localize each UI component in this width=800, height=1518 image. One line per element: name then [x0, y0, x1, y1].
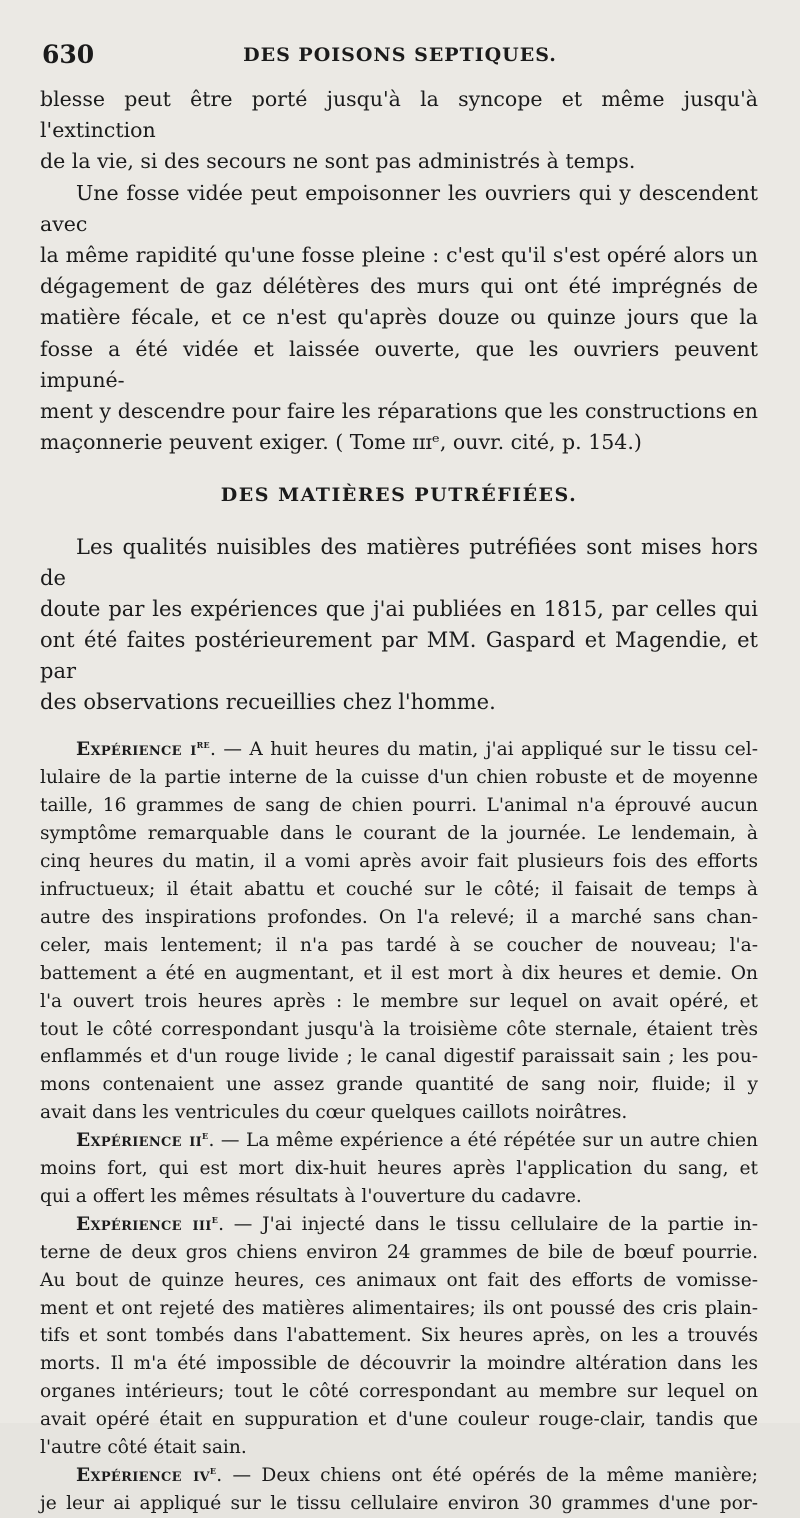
- text-line: doute par les expériences que j'ai publiées en 1815, par celles qui: [40, 597, 758, 622]
- text-line: mons contenaient une assez grande quantité de sang noir, fluide; il y: [40, 1074, 758, 1096]
- text-line: cinq heures du matin, il a vomi après avoir fait plusieurs fois des efforts: [40, 851, 758, 873]
- experiment-word: Expérience: [76, 1213, 182, 1235]
- text-line: de la vie, si des secours ne sont pas administrés à temps.: [40, 149, 636, 174]
- text-line: battement a été en augmentant, et il est mort à dix heures et demie. On: [40, 962, 758, 984]
- text-line: autre des inspirations profondes. On l'a relevé; il a marché sans chan-: [40, 906, 758, 928]
- experiment-label: [76, 1462, 217, 1486]
- text-line: moins fort, qui est mort dix-huit heures après l'application du sang, et: [40, 1158, 758, 1180]
- text-line: lulaire de la partie interne de la cuisse d'un chien robuste et de moyenne: [40, 767, 758, 789]
- paragraph-fosse-videe: [40, 178, 758, 459]
- text-line: tout le côté correspondant jusqu'à la troisième côte sternale, étaient très: [40, 1018, 758, 1040]
- experiment-2: [40, 1127, 758, 1211]
- text-line: [40, 1127, 758, 1155]
- text-line: l'autre côté était sain.: [40, 1437, 247, 1459]
- experiment-word: Expérience: [76, 1130, 182, 1152]
- text-segment: . — J'ai injecté dans le tissu cellulaire de la partie in-: [218, 1213, 758, 1235]
- experiment-numeral: iv: [193, 1465, 210, 1486]
- experiment-word: Expérience: [76, 1465, 182, 1486]
- text-line: symptôme remarquable dans le courant de la journée. Le lendemain, à: [40, 823, 758, 845]
- experiment-word: Expérience: [76, 739, 182, 761]
- text-line: avait opéré était en suppuration et d'une couleur rouge-clair, tandis que: [40, 1409, 758, 1431]
- text-line: [40, 1211, 758, 1239]
- paragraph-continuation: [40, 84, 758, 178]
- text-line: qui a offert les mêmes résultats à l'ouverture du cadavre.: [40, 1185, 582, 1207]
- text-segment: . — A huit heures du matin, j'ai appliqué sur le tissu cel-: [209, 739, 758, 761]
- text-line: [40, 1462, 758, 1490]
- experiment-numeral: i: [190, 739, 197, 761]
- text-line: avait dans les ventricules du cœur quelques caillots noirâtres.: [40, 1102, 628, 1124]
- text-line: maçonnerie peuvent exiger. ( Tome ɪɪɪᵉ, ouvr. cité, p. 154.): [40, 430, 642, 455]
- text-line: enflammés et d'un rouge livide ; le canal digestif paraissait sain ; les pou-: [40, 1046, 758, 1068]
- page-number: 630: [42, 40, 95, 69]
- text-line: la même rapidité qu'une fosse pleine : c'est qu'il s'est opéré alors un: [40, 243, 758, 268]
- text-line: fosse a été vidée et laissée ouverte, que les ouvriers peuvent impuné-: [40, 336, 758, 392]
- experiment-1: [40, 736, 758, 1127]
- experiment-suffix: e: [211, 1211, 219, 1226]
- text-segment: . — Deux chiens ont été opérés de la même manière;: [216, 1465, 758, 1486]
- experiment-4: [40, 1462, 758, 1518]
- text-line: Les qualités nuisibles des matières putréfiées sont mises hors de: [40, 535, 758, 591]
- text-line: [40, 736, 758, 764]
- text-line: infructueux; il était abattu et couché sur le côté; il faisait de temps à: [40, 878, 758, 900]
- text-line: tifs et sont tombés dans l'abattement. Six heures après, on les a trouvés: [40, 1325, 758, 1347]
- experiment-numeral: iii: [192, 1213, 212, 1235]
- page-header: [40, 40, 760, 72]
- text-line: celer, mais lentement; il n'a pas tardé à se coucher de nouveau; l'a-: [40, 934, 758, 956]
- section-heading: DES MATIÈRES PUTRÉFIÉES.: [220, 484, 578, 507]
- experiment-label: [76, 1127, 209, 1152]
- text-line: ment y descendre pour faire les réparations que les constructions en: [40, 399, 758, 424]
- text-segment: . — La même expérience a été répétée sur un autre chien: [208, 1130, 758, 1152]
- paragraph-intro-putrefiees: [40, 532, 758, 718]
- text-line: Une fosse vidée peut empoisonner les ouvriers qui y descendent avec: [40, 180, 758, 236]
- text-line: je leur ai appliqué sur le tissu cellulaire environ 30 grammes d'une por-: [40, 1492, 758, 1514]
- text-line: dégagement de gaz délétères des murs qui ont été imprégnés de: [40, 274, 758, 299]
- running-title: DES POISONS SEPTIQUES.: [243, 44, 557, 66]
- text-line: des observations recueillies chez l'homme.: [40, 690, 496, 715]
- experiment-label: [76, 739, 210, 760]
- experiment-label: [76, 1211, 219, 1235]
- experiment-suffix: e: [209, 1462, 217, 1477]
- experiment-3: [40, 1211, 758, 1462]
- experiment-numeral: ii: [189, 1130, 203, 1152]
- text-line: matière fécale, et ce n'est qu'après douze ou quinze jours que la: [40, 305, 758, 330]
- text-line: taille, 16 grammes de sang de chien pourri. L'animal n'a éprouvé aucun: [40, 795, 758, 817]
- text-line: Au bout de quinze heures, ces animaux ont fait des efforts de vomisse-: [40, 1269, 758, 1291]
- text-line: terne de deux gros chiens environ 24 grammes de bile de bœuf pourrie.: [40, 1241, 758, 1263]
- experiment-suffix: e: [202, 1127, 209, 1142]
- text-line: organes intérieurs; tout le côté correspondant au membre sur lequel on: [40, 1381, 758, 1403]
- page-body: [40, 84, 758, 1518]
- text-line: ont été faites postérieurement par MM. Gaspard et Magendie, et par: [40, 628, 758, 684]
- text-line: morts. Il m'a été impossible de découvrir la moindre altération dans les: [40, 1353, 758, 1375]
- text-line: ment et ont rejeté des matières alimentaires; ils ont poussé des cris plain-: [40, 1297, 758, 1319]
- experiment-suffix: re: [196, 737, 210, 752]
- text-line: l'a ouvert trois heures après : le membre sur lequel on avait opéré, et: [40, 990, 758, 1012]
- text-line: blesse peut être porté jusqu'à la syncope et même jusqu'à l'extinction: [40, 87, 758, 143]
